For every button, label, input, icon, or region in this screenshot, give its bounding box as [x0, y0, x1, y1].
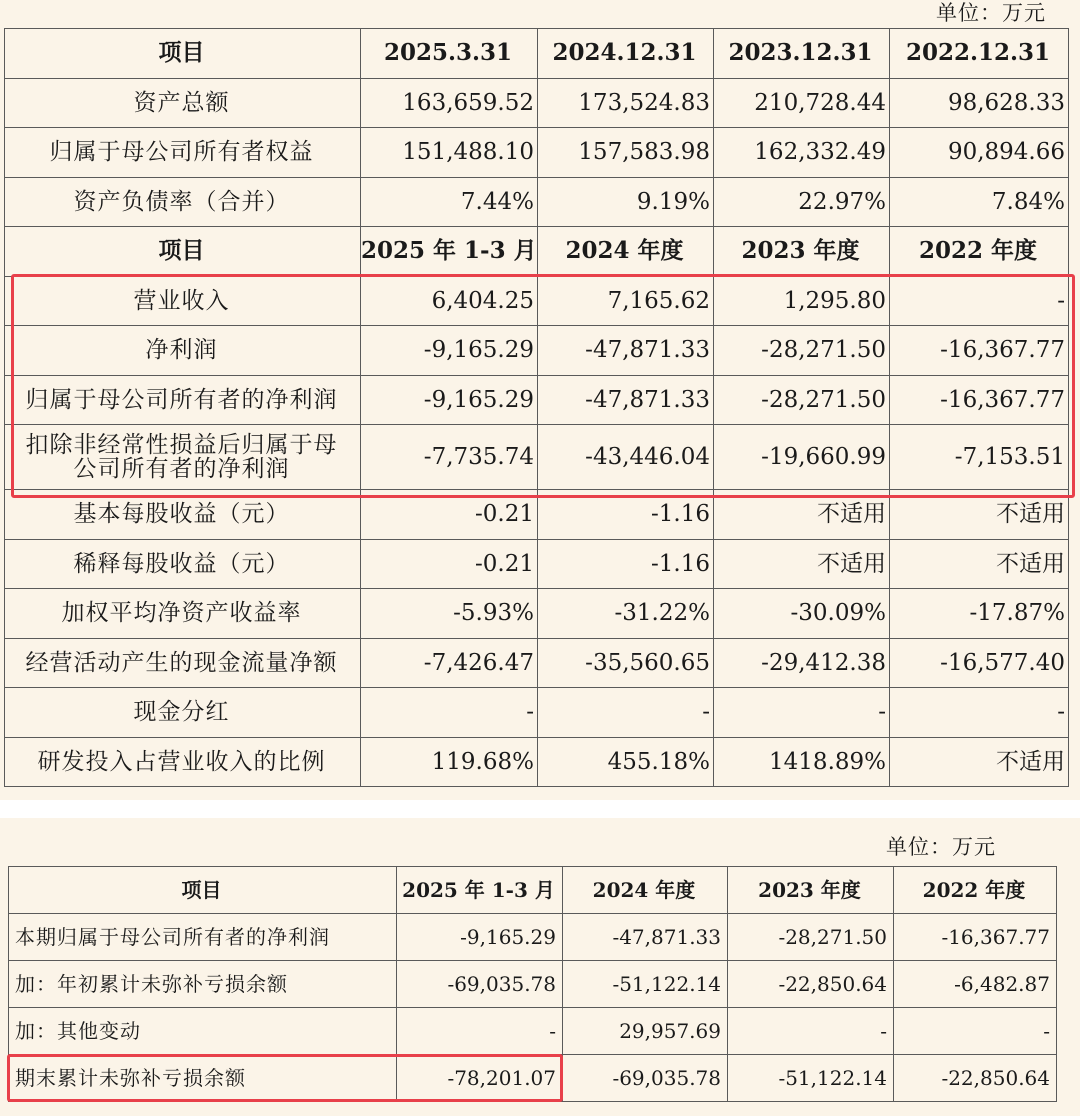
row-label: 加权平均净资产收益率 [5, 589, 361, 639]
table-row [5, 688, 1069, 738]
header-cell: 项目 [9, 867, 397, 914]
row-label: 现金分红 [5, 688, 361, 738]
value-cell: -78,201.07 [397, 1055, 563, 1102]
header-cell: 项目 [5, 227, 361, 277]
value-cell: -0.21 [361, 490, 538, 540]
row-label: 研发投入占营业收入的比例 [5, 737, 361, 787]
value-cell: -0.21 [361, 539, 538, 589]
header-cell: 2023 年度 [728, 867, 894, 914]
value-cell: 7.84% [890, 177, 1069, 227]
row-label: 期末累计未弥补亏损余额 [9, 1055, 397, 1102]
value-cell: 98,628.33 [890, 78, 1069, 128]
value-cell: - [397, 1008, 563, 1055]
value-cell: - [714, 688, 890, 738]
value-cell: 不适用 [714, 490, 890, 540]
value-cell: - [894, 1008, 1057, 1055]
header-cell: 2022 年度 [890, 227, 1069, 277]
value-cell: 7.44% [361, 177, 538, 227]
value-cell: 1418.89% [714, 737, 890, 787]
value-cell: -16,367.77 [890, 375, 1069, 425]
header-cell: 2022.12.31 [890, 29, 1069, 79]
value-cell: 157,583.98 [538, 128, 714, 178]
table-subheader-row [5, 227, 1069, 277]
value-cell: -6,482.87 [894, 961, 1057, 1008]
value-cell: 210,728.44 [714, 78, 890, 128]
table-row [5, 589, 1069, 639]
value-cell: 455.18% [538, 737, 714, 787]
row-label-line: 公司所有者的净利润 [73, 456, 290, 482]
financial-summary-table [4, 28, 1069, 787]
value-cell: -16,577.40 [890, 638, 1069, 688]
table-row [5, 128, 1069, 178]
value-cell: -1.16 [538, 490, 714, 540]
row-label: 资产负债率（合并） [5, 177, 361, 227]
value-cell: -51,122.14 [728, 1055, 894, 1102]
table-row [5, 638, 1069, 688]
table-row [5, 490, 1069, 540]
value-cell: -22,850.64 [894, 1055, 1057, 1102]
value-cell: -30.09% [714, 589, 890, 639]
value-cell: 7,165.62 [538, 276, 714, 326]
header-cell: 2024 年度 [563, 867, 728, 914]
header-cell: 2024 年度 [538, 227, 714, 277]
value-cell: -16,367.77 [894, 914, 1057, 961]
value-cell: 1,295.80 [714, 276, 890, 326]
unit-label-top: 单位：万元 [936, 1, 1046, 25]
table-row [5, 276, 1069, 326]
value-cell: -47,871.33 [563, 914, 728, 961]
table-row [5, 326, 1069, 376]
header-cell: 项目 [5, 29, 361, 79]
value-cell: 151,488.10 [361, 128, 538, 178]
row-label: 资产总额 [5, 78, 361, 128]
value-cell: 119.68% [361, 737, 538, 787]
table-row [9, 1008, 1057, 1055]
row-label: 归属于母公司所有者权益 [5, 128, 361, 178]
value-cell: -7,153.51 [890, 425, 1069, 490]
row-label: 归属于母公司所有者的净利润 [5, 375, 361, 425]
value-cell: -22,850.64 [728, 961, 894, 1008]
header-cell: 2022 年度 [894, 867, 1057, 914]
value-cell: -9,165.29 [361, 326, 538, 376]
table-row [5, 737, 1069, 787]
value-cell: 90,894.66 [890, 128, 1069, 178]
table-header-row [5, 29, 1069, 79]
value-cell: -69,035.78 [397, 961, 563, 1008]
value-cell: -28,271.50 [728, 914, 894, 961]
row-label: 加：年初累计未弥补亏损余额 [9, 961, 397, 1008]
unit-label-bottom: 单位：万元 [886, 835, 996, 859]
value-cell: -43,446.04 [538, 425, 714, 490]
header-cell: 2023.12.31 [714, 29, 890, 79]
value-cell: - [890, 276, 1069, 326]
value-cell: - [890, 688, 1069, 738]
header-cell: 2024.12.31 [538, 29, 714, 79]
value-cell: -47,871.33 [538, 326, 714, 376]
header-cell: 2025 年 1-3 月 [397, 867, 563, 914]
header-cell: 2025.3.31 [361, 29, 538, 79]
value-cell: 不适用 [890, 737, 1069, 787]
row-label: 净利润 [5, 326, 361, 376]
value-cell: -31.22% [538, 589, 714, 639]
row-label-line: 扣除非经常性损益后归属于母 [25, 432, 338, 458]
table-row [5, 177, 1069, 227]
row-label: 经营活动产生的现金流量净额 [5, 638, 361, 688]
table-row [5, 425, 1069, 490]
value-cell: -7,426.47 [361, 638, 538, 688]
value-cell: -28,271.50 [714, 375, 890, 425]
accumulated-loss-table [8, 866, 1057, 1102]
table-row [5, 375, 1069, 425]
value-cell: -17.87% [890, 589, 1069, 639]
value-cell: 29,957.69 [563, 1008, 728, 1055]
value-cell: -51,122.14 [563, 961, 728, 1008]
value-cell: -5.93% [361, 589, 538, 639]
value-cell: 163,659.52 [361, 78, 538, 128]
table-row [9, 961, 1057, 1008]
value-cell: -9,165.29 [397, 914, 563, 961]
value-cell: 不适用 [890, 539, 1069, 589]
row-label: 本期归属于母公司所有者的净利润 [9, 914, 397, 961]
value-cell: 162,332.49 [714, 128, 890, 178]
value-cell: -7,735.74 [361, 425, 538, 490]
value-cell: - [538, 688, 714, 738]
table-header-row [9, 867, 1057, 914]
value-cell: - [728, 1008, 894, 1055]
value-cell: -1.16 [538, 539, 714, 589]
row-label: 基本每股收益（元） [5, 490, 361, 540]
value-cell: -19,660.99 [714, 425, 890, 490]
row-label [5, 425, 361, 490]
row-label: 营业收入 [5, 276, 361, 326]
table-row [9, 1055, 1057, 1102]
value-cell: -9,165.29 [361, 375, 538, 425]
row-label: 稀释每股收益（元） [5, 539, 361, 589]
table-row [5, 539, 1069, 589]
value-cell: -29,412.38 [714, 638, 890, 688]
value-cell: -47,871.33 [538, 375, 714, 425]
header-cell: 2023 年度 [714, 227, 890, 277]
value-cell: 22.97% [714, 177, 890, 227]
table-row [5, 78, 1069, 128]
value-cell: -35,560.65 [538, 638, 714, 688]
value-cell: 173,524.83 [538, 78, 714, 128]
value-cell: -69,035.78 [563, 1055, 728, 1102]
value-cell: 9.19% [538, 177, 714, 227]
value-cell: 6,404.25 [361, 276, 538, 326]
row-label: 加：其他变动 [9, 1008, 397, 1055]
value-cell: 不适用 [890, 490, 1069, 540]
value-cell: -28,271.50 [714, 326, 890, 376]
table-row [9, 914, 1057, 961]
value-cell: - [361, 688, 538, 738]
value-cell: 不适用 [714, 539, 890, 589]
value-cell: -16,367.77 [890, 326, 1069, 376]
header-cell: 2025 年 1-3 月 [361, 227, 538, 277]
